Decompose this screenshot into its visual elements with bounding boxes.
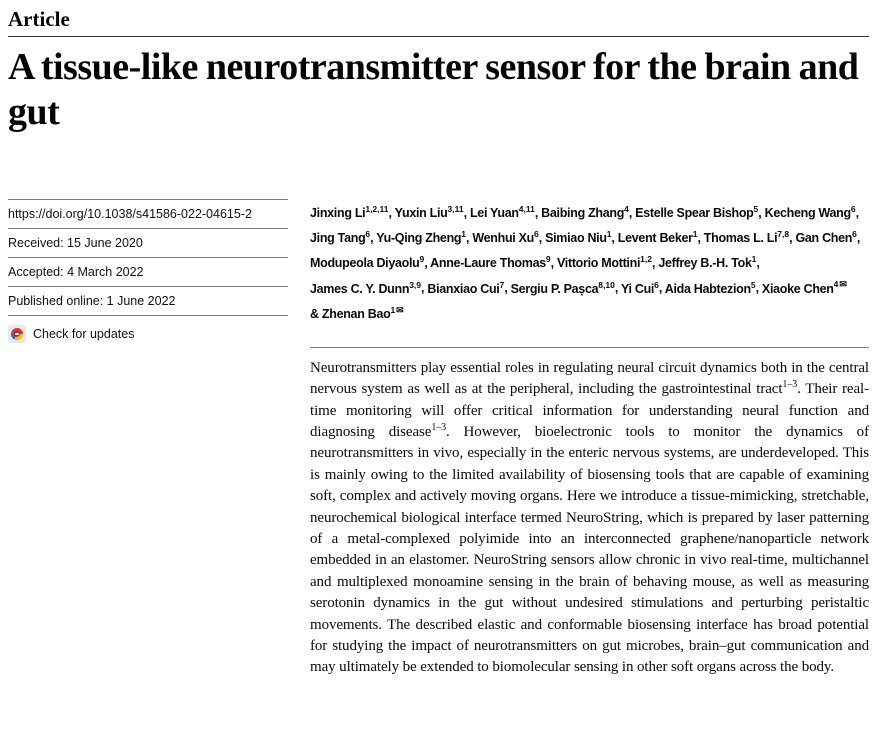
author-affiliation-superscript: 6 [654,279,659,290]
author-affiliation-superscript: 4 [624,204,629,214]
abstract-text: Neurotransmitters play essential roles in regulating neural circuit dynamics both in the central nervous system as well as at the peripheral, including the gastrointestinal tract$^{1-3}$. Their real-time monitoring will offer critical information for understanding neural function and diagnosing disease$^{1-3}$. However, bioelectronic tools to monitor the dynamics of neurotransmitters in vivo, especially in the enteric nervous systems, are underdeveloped. This is mainly owing to the limited availability of biosensing tools that are capable of examining soft, complex and actively moving organs. Here we introduce a tissue-mimicking, stretchable, neurochemical biological interface termed NeuroString, which is prepared by laser patterning of a metal-complexed polyimide into an interconnected graphene/nanoparticle network embedded in an elastomer. NeuroString sensors allow chronic in vivo real-time, multichannel and multiplexed monoamine sensing in the brain of behaving mouse, as well as measuring serotonin dynamics in the gut without undesired stimulations and perturbing peristaltic movements. The described elastic and conformable biosensing interface has broad potential for studying the impact of neurotransmitters on gut microbes, brain–gut communication and may ultimately be extended to biomolecular sensing in other soft organs across the body. [310,359,869,676]
author-affiliation-superscript: 6 [534,229,539,240]
kicker-divider [8,36,869,37]
author-affiliation-superscript: 1,2 [640,254,652,265]
page-title: A tissue-like neurotransmitter sensor for the brain and gut [8,46,859,133]
crossmark-icon [8,325,26,343]
author-name: Simiao Niu$^1$ [545,229,612,246]
envelope-icon[interactable]: ✉ [839,279,847,290]
author-name: Gan Chen$^6$ [795,229,857,246]
author-affiliation-superscript: 1✉ [390,304,404,315]
author-name: Yuxin Liu$^{3,11}$ [394,204,464,221]
content-columns [8,199,869,679]
author-affiliation-superscript: 3,11 [447,204,464,214]
reference-superscript: 1–3 [782,379,798,391]
author-name: Sergiu P. Pașca$^{8,10}$ [510,279,615,296]
author-affiliation-superscript: 6 [850,204,856,214]
author-affiliation-superscript: 7,8 [777,229,790,240]
doi-link[interactable]: https://doi.org/10.1038/s41586-022-04615-2 [8,207,252,221]
accepted-date: Accepted: 4 March 2022 [8,265,144,279]
author-affiliation-superscript: 6 [365,229,371,240]
author-affiliation-superscript: 1 [606,229,612,240]
author-affiliation-superscript: 9 [545,254,551,265]
author-name: Kecheng Wang$^6$ [764,204,856,221]
reference-superscript: 1–3 [431,422,447,433]
author-affiliation-superscript: 6 [852,229,857,240]
check-for-updates[interactable] [8,316,288,350]
author-affiliation-superscript: 1 [461,229,466,240]
metadata-sidebar [8,199,288,679]
author-list: Jinxing Li$^{1,2,11}$, Yuxin Liu$^{3,11}$, Lei Yuan$^{4,11}$, Baibing Zhang$^4$, Estelle Spear Bishop$^5$, Kecheng Wang$^6$, Jing Tang$^6$, Yu-Qing Zheng$^1$, Wenhui Xu$^6$, Simiao Niu$^1$, Levent Beker$^1$, Thomas L. Li$^{7,8}$, Gan Chen$^6$, Modupeola Diyaolu$^9$, Anne-Laure Thomas$^9$, Vittorio Mottini$^{1,2}$, Jeffrey B.-H. Tok$^1$, James C. Y. Dunn$^{3,9}$, Bianxiao Cui$^7$, Sergiu P. Pașca$^{8,10}$, Yi Cui$^6$, Aida Habtezion$^5$, Xiaoke Chen$^{4✉}$ & Zhenan Bao$^{1✉}$ [310,204,861,321]
author-name: Jinxing Li$^{1,2,11}$ [310,204,389,221]
author-name: Bianxiao Cui$^7$ [427,279,505,296]
author-name: Vittorio Mottini$^{1,2}$ [556,254,652,271]
doi-row [8,200,288,229]
author-affiliation-superscript: 5 [753,204,759,214]
author-affiliation-superscript: 9 [419,254,425,265]
author-affiliation-superscript: 1 [751,254,757,265]
author-affiliation-superscript: 7 [499,279,505,290]
author-name: Aida Habtezion$^5$ [664,279,756,296]
author-affiliation-superscript: 1 [692,229,698,240]
received-date: Received: 15 June 2020 [8,236,143,250]
published-date: Published online: 1 June 2022 [8,294,176,308]
author-affiliation-superscript: 3,9 [409,279,422,290]
main-column [310,199,869,679]
author-name: Thomas L. Li$^{7,8}$ [703,229,790,246]
author-name: Yu-Qing Zheng$^1$ [376,229,466,246]
author-name: Jeffrey B.-H. Tok$^1$ [658,254,757,271]
published-row [8,287,288,316]
envelope-icon[interactable]: ✉ [396,304,404,315]
author-name: Yi Cui$^6$ [620,279,659,296]
author-affiliation-superscript: 1,2,11 [365,204,389,214]
author-name: Lei Yuan$^{4,11}$ [469,204,535,221]
abstract-divider [310,347,869,348]
accepted-row [8,258,288,287]
author-affiliation-superscript: 4,11 [518,204,535,214]
author-affiliation-superscript: 4✉ [833,279,847,290]
author-affiliation-superscript: 5 [750,279,756,290]
article-kicker: Article [8,7,70,31]
author-name: Levent Beker$^1$ [617,229,698,246]
author-name: Jing Tang$^6$ [310,229,371,246]
author-name: Anne-Laure Thomas$^9$ [430,254,551,271]
author-affiliation-superscript: 8,10 [598,279,615,290]
check-for-updates-label[interactable]: Check for updates [33,327,135,341]
author-name: Baibing Zhang$^4$ [541,204,629,221]
author-name: & Zhenan Bao$^{1✉}$ [310,304,404,321]
author-name: Xiaoke Chen$^{4✉}$ [761,279,847,296]
received-row [8,229,288,258]
author-name: Wenhui Xu$^6$ [472,229,539,246]
author-name: Estelle Spear Bishop$^5$ [635,204,759,221]
author-name: Modupeola Diyaolu$^9$ [310,254,425,271]
author-name: James C. Y. Dunn$^{3,9}$ [310,279,422,296]
